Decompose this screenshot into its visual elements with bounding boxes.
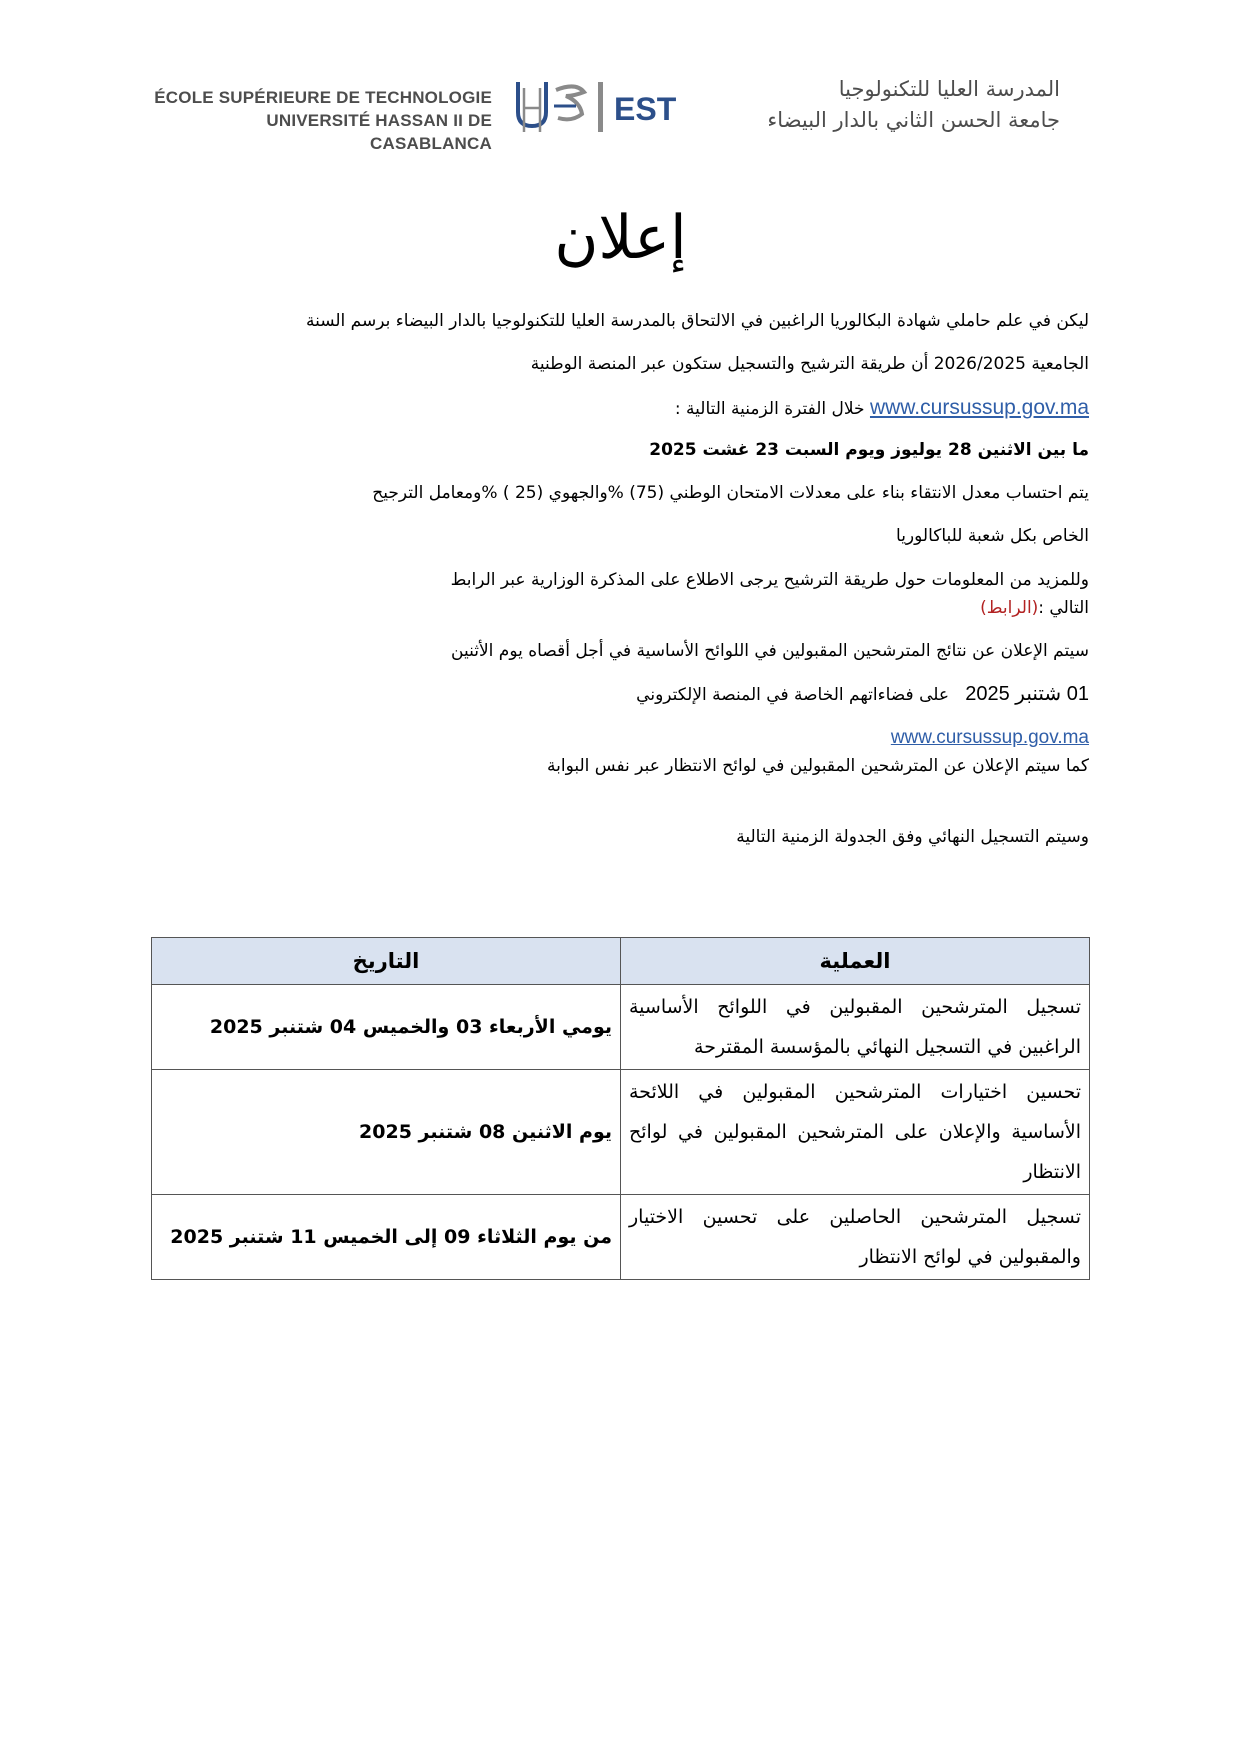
table-header-row (152, 938, 1090, 985)
cursussup-link-2[interactable]: www.cursussup.gov.ma (890, 727, 1089, 748)
school-name-arabic-line2: جامعة الحسن الثاني بالدار البيضاء (767, 108, 1060, 132)
next-link-label: التالي : (1038, 598, 1089, 618)
paragraph-12: كما سيتم الإعلان عن المترشحين المقبولين في لوائح الانتظار عبر نفس البوابة (547, 756, 1089, 776)
table-row (152, 1195, 1090, 1280)
paragraph-2: الجامعية 2026/2025 أن طريقة الترشيح والتسجيل ستكون عبر المنصة الوطنية (530, 354, 1089, 374)
paragraph-11 (149, 724, 1089, 752)
paragraph-13: وسيتم التسجيل النهائي وفق الجدولة الزمنية التالية (736, 827, 1089, 847)
results-text: على فضاءاتهم الخاصة في المنصة الإلكتروني (636, 685, 950, 705)
paragraph-10 (149, 673, 1089, 716)
school-name-arabic-line1: المدرسة العليا للتكنولوجيا (838, 77, 1060, 101)
paragraph-7: وللمزيد من المعلومات حول طريقة الترشيح يرجى الاطلاع على المذكرة الوزارية عبر الرابط (450, 570, 1089, 590)
ministry-note-link[interactable]: (الرابط) (980, 598, 1039, 618)
paragraph-5: يتم احتساب معدل الانتقاء بناء على معدلات الامتحان الوطني (75) %والجهوي (25 ) %ومعامل الترجيح (372, 483, 1089, 503)
paragraph-1: ليكن في علم حاملي شهادة البكالوريا الراغبين في الالتحاق بالمدرسة العليا للتكنولوجيا بالدار البيضاء برسم السنة (305, 311, 1089, 331)
header-date: التاريخ (152, 938, 621, 985)
results-date: 01 شتنبر 2025 (965, 683, 1089, 705)
school-name-french-line1: ÉCOLE SUPÉRIEURE DE TECHNOLOGIE (154, 88, 492, 107)
school-name-french (152, 86, 492, 155)
row-date: يوم الاثنين 08 شتنبر 2025 (152, 1070, 621, 1195)
row-operation: تسجيل المترشحين الحاصلين على تحسين الاختيار والمقبولين في لوائح الانتظار (621, 1195, 1090, 1280)
row-operation: تحسين اختيارات المترشحين المقبولين في اللائحة الأساسية والإعلان على المترشحين المقبولين في لوائح الانتظار (621, 1070, 1090, 1195)
logo-text: EST (614, 91, 677, 127)
school-name-french-line2: UNIVERSITÉ HASSAN II DE CASABLANCA (266, 111, 492, 153)
paragraph-3 (149, 386, 1089, 429)
header-operation: العملية (621, 938, 1090, 985)
est-logo (514, 78, 694, 136)
page-title: إعلان (554, 203, 687, 273)
paragraph-6: الخاص بكل شعبة للباكالوريا (896, 526, 1089, 546)
paragraph-8 (149, 594, 1089, 622)
row-operation: تسجيل المترشحين المقبولين في اللوائح الأساسية الراغبين في التسجيل النهائي بالمؤسسة المقترحة (621, 985, 1090, 1070)
paragraph-9: سيتم الإعلان عن نتائج المترشحين المقبولين في اللوائح الأساسية في أجل أقصاه يوم الأثنين (451, 641, 1089, 661)
announcement-body (149, 300, 1089, 859)
row-date: يومي الأربعاء 03 والخميس 04 شتنبر 2025 (152, 985, 621, 1070)
page-header (0, 72, 1241, 153)
row-date: من يوم الثلاثاء 09 إلى الخميس 11 شتنبر 2025 (152, 1195, 621, 1280)
cursussup-link[interactable]: www.cursussup.gov.ma (869, 396, 1089, 419)
registration-schedule-table (151, 937, 1090, 1280)
table-row (152, 1070, 1090, 1195)
application-period: ما بين الاثنين 28 يوليوز ويوم السبت 23 غشت 2025 (649, 440, 1089, 460)
school-name-arabic (720, 74, 1060, 136)
period-text: خلال الفترة الزمنية التالية : (674, 399, 865, 419)
table-row (152, 985, 1090, 1070)
